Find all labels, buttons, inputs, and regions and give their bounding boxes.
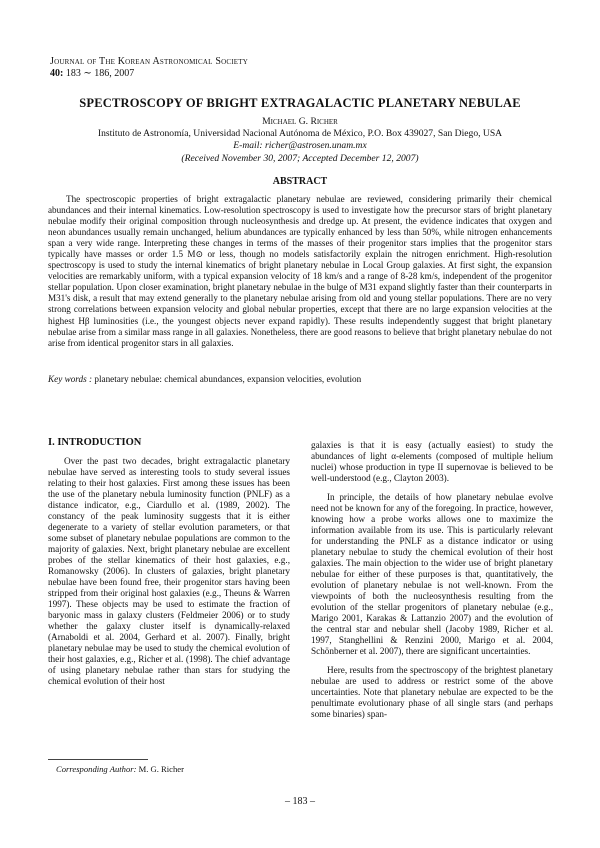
journal-pages: 183 ∼ 186, 2007 — [63, 68, 135, 79]
abstract-text: The spectroscopic properties of bright extragalactic planetary nebulae are reviewed, considering primarily their chemical abundances and their internal kinematics. Low-resolution spectroscopy is used to investigate how the precursor stars of bright planetary nebulae modify their original composition through nucleosynthesis and dredge up. At present, the evidence indicates that oxygen and neon abundances usually remain unchanged, helium abundances are typically enhanced by less than 50%, while nitrogen enhancements span a very wide range. Interpreting these changes in terms of the masses of their progenitor stars implies that the progenitor stars typically have masses or order 1.5 M⊙ or less, though no models satisfactorily explain the nitrogen enrichment. High-resolution spectroscopy is used to study the internal kinematics of bright planetary nebulae in Local Group galaxies. At first sight, the expansion velocities are remarkably uniform, with a typical expansion velocity of 18 km/s and a range of 8-28 km/s, independent of the progenitor stellar population. Upon closer examination, bright planetary nebulae in the bulge of M31 expand slightly faster than their counterparts in M31's disk, a result that may extend generally to the planetary nebulae arising from old and young stellar populations. There are no very strong correlations between expansion velocity and global nebular properties, except that there are no large expansion velocities at the highest Hβ luminosities (i.e., the youngest objects never expand rapidly). These results independently suggest that bright planetary nebulae arise from a similar mass range in all galaxies. Nonetheless, there are good reasons to believe that bright planetary nebulae do not arise from identical progenitor stars in all galaxies. — [48, 194, 552, 348]
author-email: E-mail: richer@astrosen.unam.mx — [233, 140, 367, 152]
keywords — [48, 374, 552, 385]
footnote-text: M. G. Richer — [136, 764, 184, 774]
keywords-label: Key words : — [48, 374, 93, 384]
abstract-heading: ABSTRACT — [272, 176, 328, 187]
footnote-label: Corresponding Author: — [56, 764, 137, 774]
author-name: Michael G. Richer — [262, 116, 338, 127]
left-column — [48, 437, 290, 687]
body-paragraph: Here, results from the spectroscopy of the brightest planetary nebulae are used to address or restrict some of the above uncertainties. Note that planetary nebulae are expected to be the penultimate evolutionary phase of all single stars (and perhaps some binaries) span- — [311, 665, 553, 720]
body-paragraph: galaxies is that it is easy (actually easiest) to study the abundances of light α-elements (composed of multiple helium nuclei) whose production in type II supernovae is believed to be well-understood (e.g., Clayton 2003). — [311, 440, 553, 484]
section-heading: I. INTRODUCTION — [48, 437, 142, 448]
author-block — [40, 116, 560, 165]
journal-volume: 40: — [50, 68, 64, 79]
right-column — [311, 440, 553, 720]
body-paragraph: In principle, the details of how planetary nebulae evolve need not be known for any of the foregoing. In practice, however, knowing how a probe works allows one to maximize the information available from its use. This is particularly relevant for understanding the PNLF as a distance indicator or using planetary nebulae to study the chemical evolution of their host galaxies. The main objection to the wider use of bright planetary nebulae for either of these purposes is that, quantitatively, the evolution of planetary nebulae is not well-known. From the viewpoints of both the nucleosynthesis resulting from the evolution of the stellar progenitors of planetary nebulae (e.g., Marigo 2001, Karakas & Lattanzio 2007) and the evolution of the central star and nebular shell (Jacoby 1989, Richer et al. 1997, Stanghellini & Renzini 2000, Marigo et al. 2004, Schönberner et al. 2007), there are significant uncertainties. — [311, 492, 553, 657]
keywords-text: planetary nebulae: chemical abundances, expansion velocities, evolution — [92, 374, 362, 384]
journal-volume-line — [50, 68, 248, 80]
received-dates: (Received November 30, 2007; Accepted December 12, 2007) — [181, 152, 419, 164]
page-number: – 183 – — [285, 796, 315, 807]
body-paragraph: Over the past two decades, bright extragalactic planetary nebulae have served as interesting tools to study several issues relating to their host galaxies. First among these issues has been the use of the planetary nebula luminosity function (PNLF) as a distance indicator, e.g., Ciardullo et al. (1989, 2002). The constancy of the peak luminosity suggests that it is either degenerate to a variety of stellar evolution parameters, or that some subset of planetary nebulae populations are common to the majority of galaxies. Next, bright planetary nebulae are excellent probes of the stellar kinematics of their host galaxies, e.g., Romanowsky (2006). In clusters of galaxies, bright planetary nebulae have been found free, their progenitor stars having been stripped from their original host galaxies (e.g., Theuns & Warren 1997). These objects may be used to estimate the fraction of baryonic mass in galaxy clusters (Feldmeier 2006) or to study whether the galaxy cluster itself is dynamically-relaxed (Arnaboldi et al. 2004, Gerhard et al. 2007). Finally, bright planetary nebulae may be used to study the chemical evolution of their host galaxies, e.g., Richer et al. (1998). The chief advantage of using planetary nebulae rather than stars for studying the chemical evolution of their host — [48, 456, 290, 687]
journal-header — [50, 56, 248, 80]
affiliation: Instituto de Astronomía, Universidad Nacional Autónoma de México, P.O. Box 439027, San Diego, USA — [97, 128, 503, 140]
paper-title: SPECTROSCOPY OF BRIGHT EXTRAGALACTIC PLANETARY NEBULAE — [79, 96, 521, 110]
footnote — [56, 764, 184, 774]
journal-name: Journal of The Korean Astronomical Society — [50, 56, 248, 67]
footnote-divider — [48, 759, 148, 760]
